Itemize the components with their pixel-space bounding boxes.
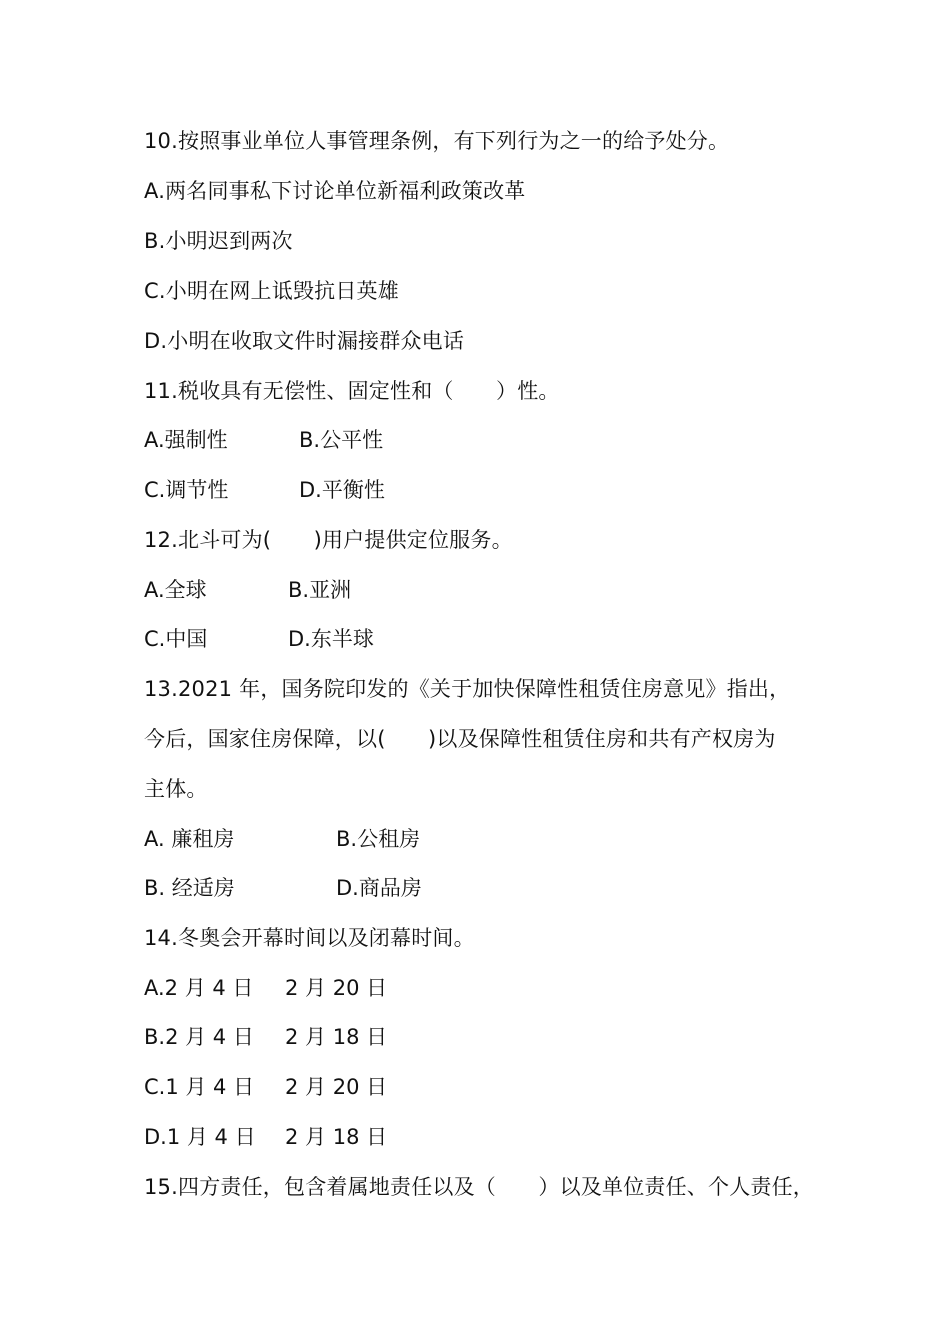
question-12-options-row-2 (144, 624, 844, 654)
question-12-options-row-1 (144, 575, 844, 605)
question-14-option-b-second: 2 月 18 日 (285, 1025, 388, 1049)
question-14-option-c-second: 2 月 20 日 (285, 1075, 388, 1099)
question-13-stem-line-1: 13.2021 年，国务院印发的《关于加快保障性租赁住房意见》指出， (144, 677, 791, 701)
question-11-option-c: C.调节性 (144, 478, 229, 502)
question-11-option-a: A.强制性 (144, 428, 228, 452)
question-11-stem: 11.税收具有无偿性、固定性和（ ）性。 (144, 379, 560, 403)
question-11-options-row-1 (144, 425, 844, 455)
question-15-stem: 15.四方责任，包含着属地责任以及（ ）以及单位责任、个人责任， (144, 1175, 814, 1199)
question-12-option-c: C.中国 (144, 627, 208, 651)
question-14-option-d-second: 2 月 18 日 (285, 1125, 388, 1149)
question-13-option-b: B.公租房 (336, 827, 421, 851)
question-14-option-b (144, 1022, 844, 1052)
question-12-option-b: B.亚洲 (288, 578, 352, 602)
question-12-stem: 12.北斗可为( )用户提供定位服务。 (144, 528, 513, 552)
question-14-option-a-label: A.2 月 4 日 (144, 976, 254, 1000)
question-11-option-b: B.公平性 (299, 428, 384, 452)
question-13-option-c: B. 经适房 (144, 876, 235, 900)
question-10-stem: 10.按照事业单位人事管理条例，有下列行为之一的给予处分。 (144, 129, 730, 153)
question-14-option-d-label: D.1 月 4 日 (144, 1125, 256, 1149)
question-13-stem-line-2: 今后，国家住房保障，以( )以及保障性租赁住房和共有产权房为 (144, 727, 776, 751)
question-13-options-row-1 (144, 824, 844, 854)
question-14-stem: 14.冬奥会开幕时间以及闭幕时间。 (144, 926, 475, 950)
question-10-option-c: C.小明在网上诋毁抗日英雄 (144, 279, 399, 303)
question-10-option-a: A.两名同事私下讨论单位新福利政策改革 (144, 179, 526, 203)
question-13-option-d: D.商品房 (336, 876, 422, 900)
question-11-options-row-2 (144, 475, 844, 505)
question-14-option-b-label: B.2 月 4 日 (144, 1025, 254, 1049)
question-12-option-a: A.全球 (144, 578, 207, 602)
question-14-option-a (144, 973, 844, 1003)
question-10-option-d: D.小明在收取文件时漏接群众电话 (144, 329, 465, 353)
question-11-option-d: D.平衡性 (299, 478, 385, 502)
question-13-options-row-2 (144, 873, 844, 903)
question-14-option-a-second: 2 月 20 日 (285, 976, 388, 1000)
question-13-stem-line-3: 主体。 (144, 777, 208, 801)
question-12-option-d: D.东半球 (288, 627, 374, 651)
question-14-option-d (144, 1122, 844, 1152)
question-14-option-c-label: C.1 月 4 日 (144, 1075, 255, 1099)
question-10-option-b: B.小明迟到两次 (144, 229, 293, 253)
question-14-option-c (144, 1072, 844, 1102)
question-13-option-a: A. 廉租房 (144, 827, 235, 851)
